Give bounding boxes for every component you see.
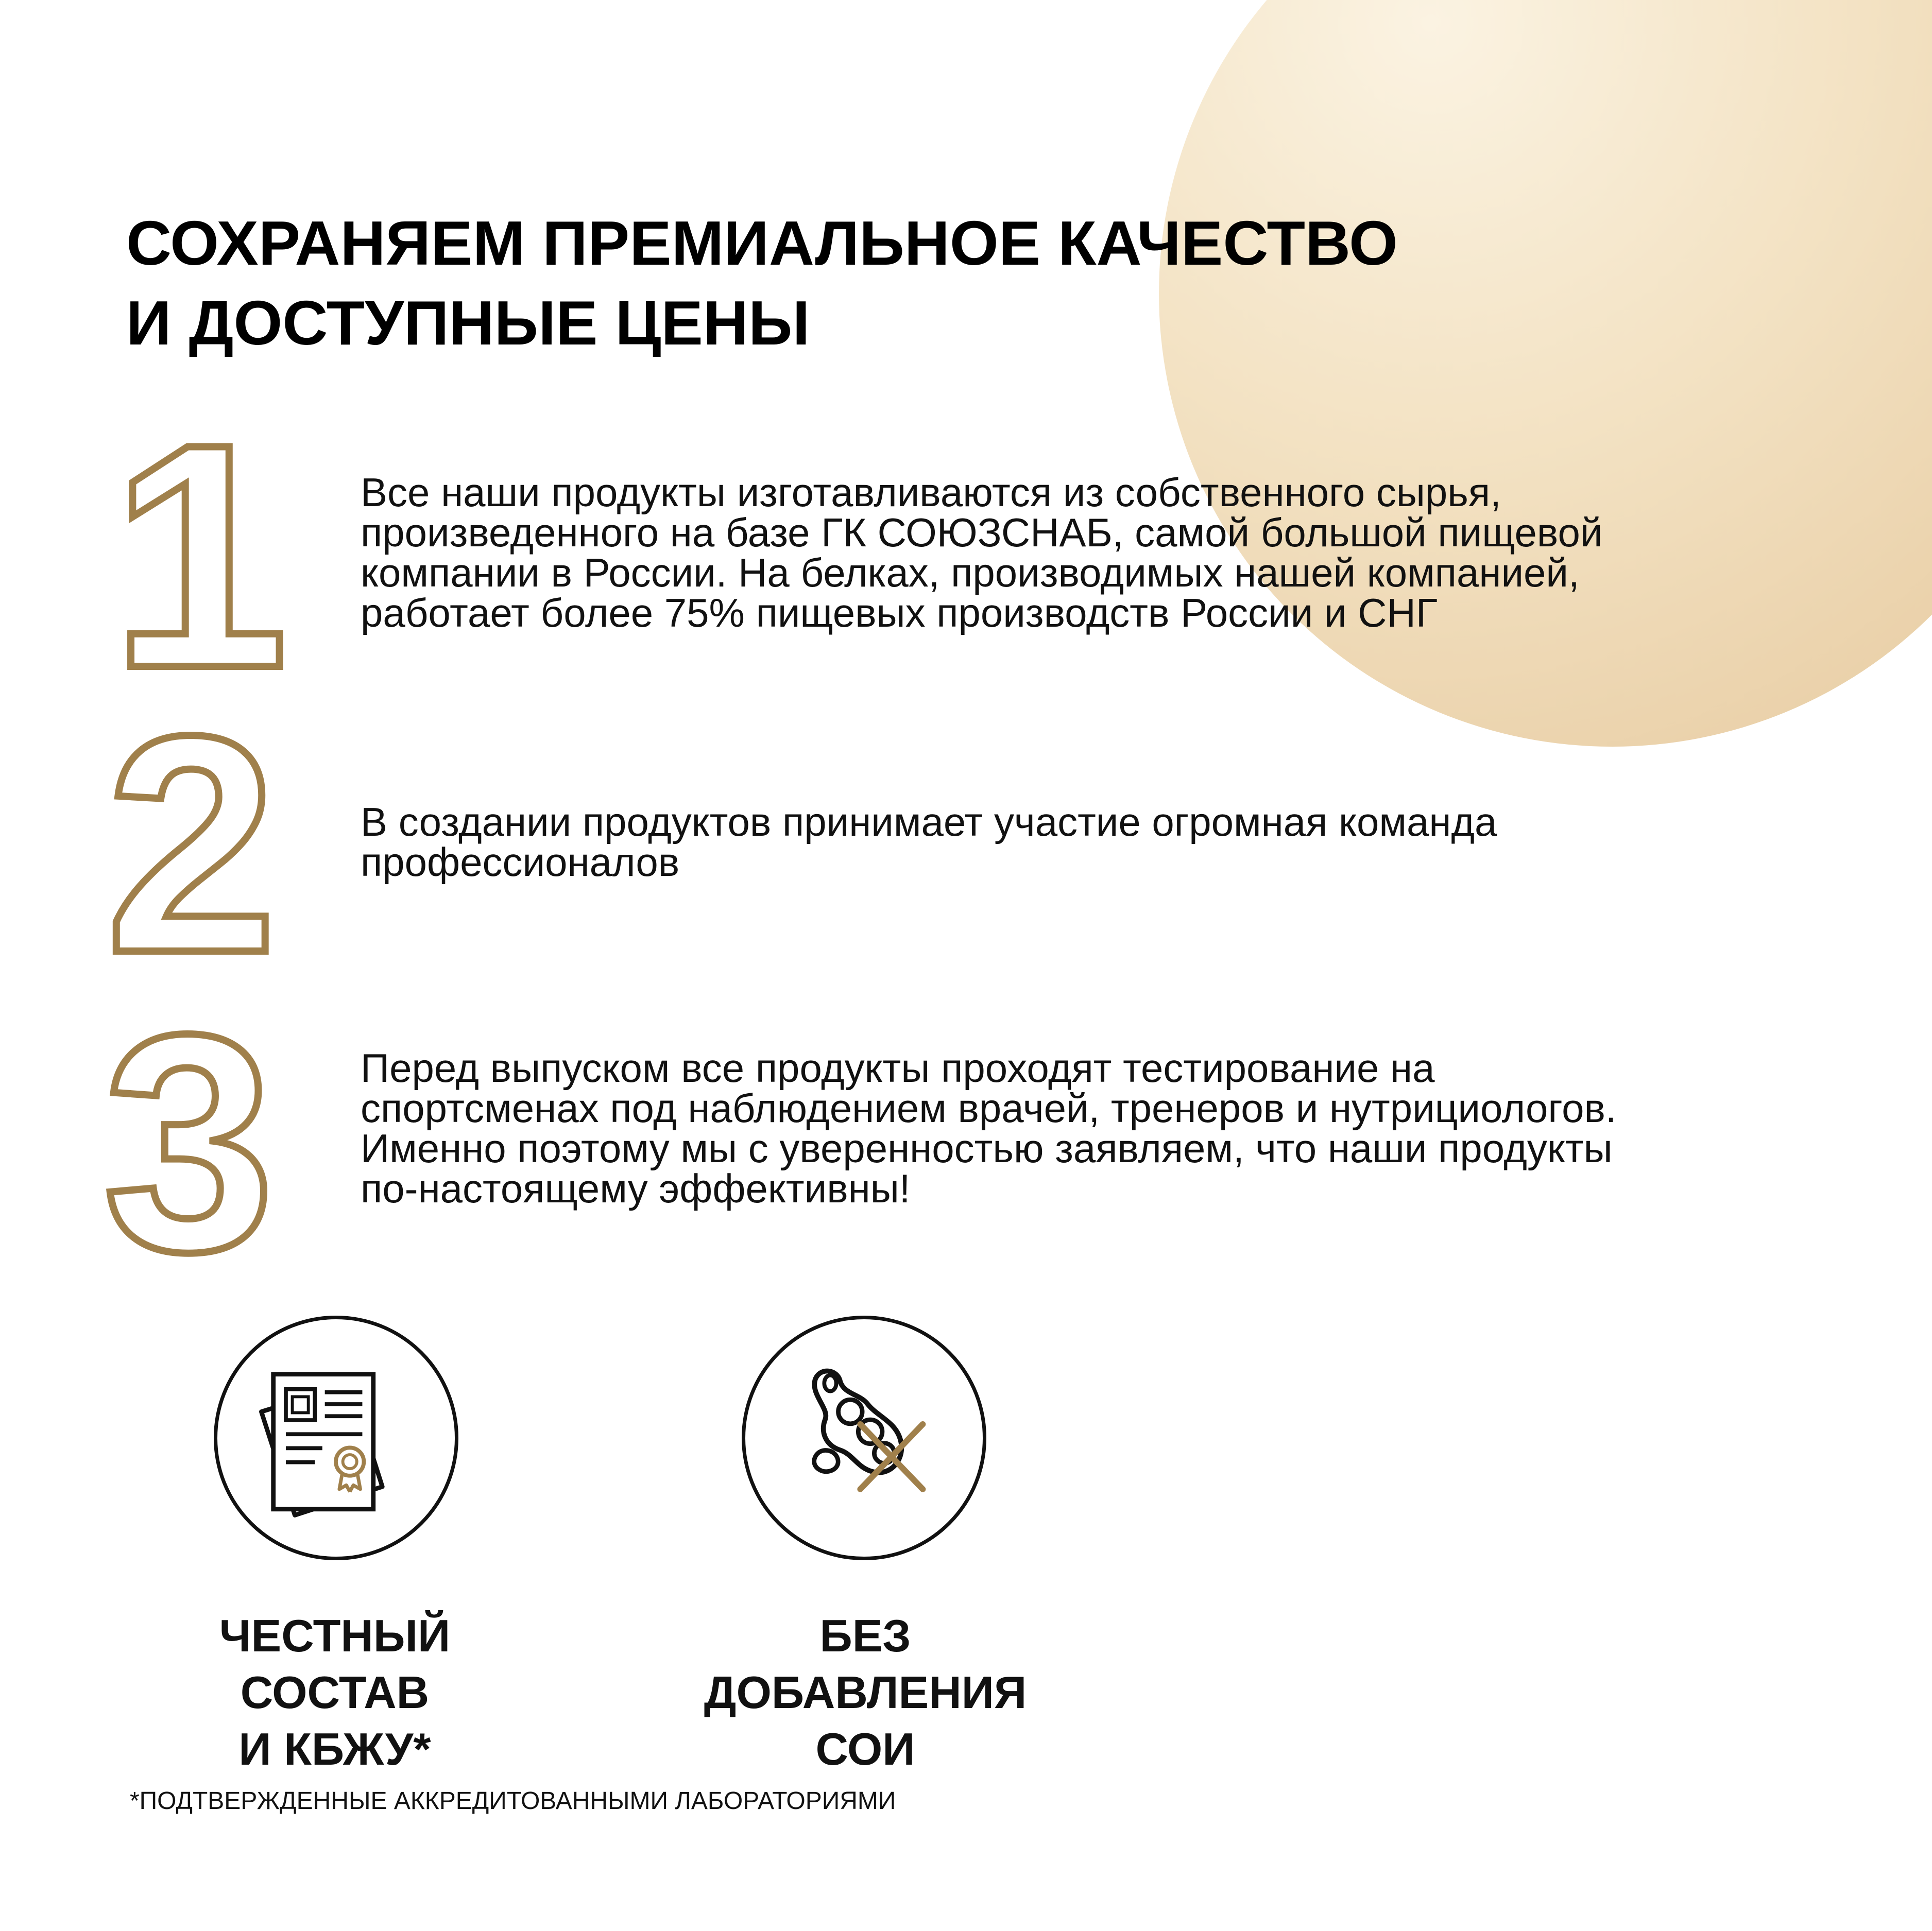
title-line-1: СОХРАНЯЕМ ПРЕМИАЛЬНОЕ КАЧЕСТВО — [126, 208, 1398, 278]
point-2-line-1: В создании продуктов принимает участие огромная команда — [361, 799, 1497, 844]
point-3-text — [361, 1045, 1777, 1211]
feature-1-label — [124, 1608, 546, 1778]
point-2-text — [361, 799, 1777, 885]
point-1-text — [361, 472, 1777, 633]
title-line-2: И ДОСТУПНЫЕ ЦЕНЫ — [126, 288, 810, 358]
no-soy-icon — [745, 1319, 983, 1557]
point-2-line-2: профессионалов — [361, 839, 680, 885]
outlined-number-2: 2 — [106, 672, 278, 1017]
no-soy-icon-badge — [742, 1316, 986, 1560]
feature-1-label-line-1: ЧЕСТНЫЙ СОСТАВ — [219, 1610, 451, 1718]
point-1-line-4: работает более 75% пищевых производств России и СНГ — [361, 590, 1438, 635]
point-1-line-1: Все наши продукты изготавливаются из собственного сырья, — [361, 470, 1501, 515]
point-3-line-3: Именно поэтому мы с уверенностью заявляем, что наши продукты — [361, 1126, 1613, 1171]
certificate-icon — [217, 1319, 455, 1557]
point-1-line-2: произведенного на базе ГК СОЮЗСНАБ, самой большой пищевой — [361, 510, 1603, 555]
feature-2-label-line-2: СОИ — [815, 1723, 915, 1774]
feature-2-label-line-1: БЕЗ ДОБАВЛЕНИЯ — [704, 1610, 1027, 1718]
feature-1-label-line-2: И КБЖУ* — [238, 1723, 431, 1774]
point-1-line-3: компании в России. На белках, производимых нашей компанией, — [361, 550, 1580, 595]
certificate-icon-badge — [214, 1316, 458, 1560]
outlined-number-1: 1 — [111, 378, 288, 734]
point-3-line-1: Перед выпуском все продукты проходят тестирование на — [361, 1045, 1435, 1091]
point-3-line-2: спортсменах под наблюдением врачей, тренеров и нутрициологов. — [361, 1085, 1617, 1131]
page-title — [126, 203, 1398, 363]
point-3-line-4: по-настоящему эффективны! — [361, 1166, 911, 1211]
outlined-number-3: 3 — [103, 971, 275, 1316]
footnote: *ПОДТВЕРЖДЕННЫЕ АККРЕДИТОВАННЫМИ ЛАБОРАТОРИЯМИ — [130, 1787, 896, 1815]
feature-2-label — [654, 1608, 1076, 1778]
